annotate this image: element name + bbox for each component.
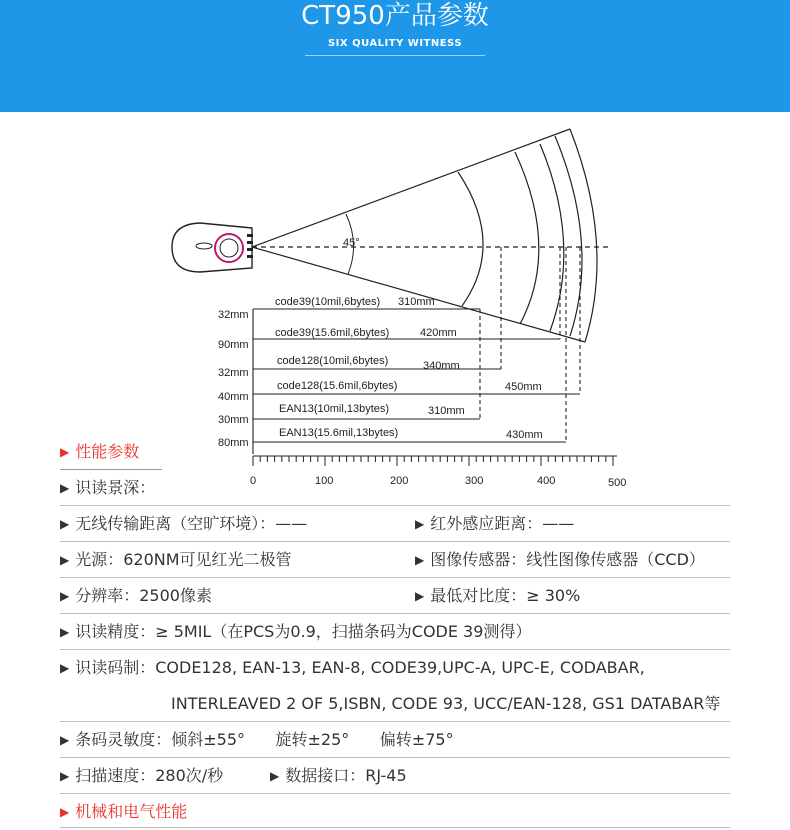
spec-precision (60, 614, 531, 650)
axis-label-400: 400 (537, 475, 556, 487)
axis-label-0: 0 (250, 475, 257, 487)
spec-sensitivity-label: 条码灵敏度：倾斜±55° 旋转±25° 偏转±75° (75, 730, 454, 749)
spec-codes-line2: INTERLEAVED 2 OF 5,ISBN, CODE 93, UCC/EAN-128, GS1 DATABAR等 (171, 694, 721, 713)
angle-label: 45° (343, 237, 360, 249)
spec-light-label: 光源：620NM可见红光二极管 (75, 550, 292, 569)
section-performance (60, 434, 139, 470)
row-2-distance: 420mm (420, 327, 457, 339)
row-3-code: code128(10mil,6bytes) (277, 355, 389, 367)
row-4-code: code128(15.6mil,6bytes) (277, 380, 398, 392)
page-subtitle: SIX QUALITY WITNESS (327, 38, 463, 49)
spec-row-resolution-contrast (60, 578, 730, 614)
row-6-left-label: 80mm (218, 437, 249, 449)
arrow-icon: ▶ (60, 517, 70, 531)
arrow-icon: ▶ (60, 553, 70, 567)
row-5-left-label: 30mm (218, 414, 249, 426)
spec-row-wireless-ir (60, 506, 730, 542)
spec-precision-label: 识读精度：≥ 5MIL（在PCS为0.9，扫描条码为CODE 39测得） (75, 622, 532, 641)
row-1-distance: 310mm (398, 296, 435, 308)
row-4-distance: 450mm (505, 381, 542, 393)
row-2-left-label: 90mm (218, 339, 249, 351)
row-6-code: EAN13(15.6mil,13bytes) (279, 427, 399, 439)
scan-beam (252, 129, 610, 342)
spec-row-speed-interface (60, 758, 730, 794)
subtitle-underline (305, 55, 485, 56)
row-1-left-label: 32mm (218, 309, 249, 321)
row-3-left-label: 32mm (218, 367, 249, 379)
page-title: CT950产品参数 (301, 1, 489, 31)
spec-wireless-label: 无线传输距离（空旷环境）：—— (75, 514, 308, 533)
arrow-icon: ▶ (60, 661, 70, 675)
row-3-distance: 340mm (423, 360, 460, 372)
row-6-distance: 430mm (506, 429, 543, 441)
section-arrow-icon: ▶ (60, 805, 70, 819)
arrow-icon: ▶ (60, 769, 70, 783)
spec-codes-line1: 识读码制：CODE128, EAN-13, EAN-8, CODE39,UPC-A, UPC-E, CODABAR, (75, 658, 645, 677)
spec-speed-label: 扫描速度：280次/秒 (75, 766, 224, 785)
spec-ir-label: 红外感应距离：—— (430, 514, 575, 533)
row-5-distance: 310mm (428, 405, 465, 417)
arrow-icon: ▶ (270, 769, 280, 783)
spec-codes-continued (171, 686, 720, 722)
spec-contrast-label: 最低对比度：≥ 30% (430, 586, 581, 605)
arrow-icon: ▶ (60, 625, 70, 639)
section-performance-label: 性能参数 (75, 442, 140, 461)
scan-range-diagram (160, 124, 630, 494)
header-banner (0, 0, 790, 112)
arrow-icon: ▶ (60, 481, 70, 495)
axis-label-100: 100 (315, 475, 334, 487)
spec-resolution-label: 分辨率：2500像素 (75, 586, 212, 605)
row-4-left-label: 40mm (218, 391, 249, 403)
arrow-icon: ▶ (415, 517, 425, 531)
section-arrow-icon: ▶ (60, 445, 70, 459)
axis-label-300: 300 (465, 475, 484, 487)
distance-ruler (253, 456, 617, 466)
spec-codes (60, 650, 645, 686)
scanner-icon (172, 223, 253, 272)
arrow-icon: ▶ (415, 589, 425, 603)
spec-sensitivity (60, 722, 454, 758)
section-mechanical-label: 机械和电气性能 (75, 802, 188, 821)
row-5-code: EAN13(10mil,13bytes) (279, 403, 390, 415)
arrow-icon: ▶ (60, 589, 70, 603)
spec-interface-label: 数据接口：RJ-45 (285, 766, 407, 785)
spec-row-light-sensor (60, 542, 730, 578)
distance-rows (253, 247, 580, 454)
arrow-icon: ▶ (415, 553, 425, 567)
spec-sensor-label: 图像传感器：线性图像传感器（CCD） (430, 550, 705, 569)
axis-label-200: 200 (390, 475, 409, 487)
spec-reading-depth-label: 识读景深： (75, 478, 156, 497)
spec-reading-depth (60, 470, 155, 506)
section-mechanical (60, 794, 187, 830)
row-2-code: code39(15.6mil,6bytes) (275, 327, 390, 339)
axis-label-500: 500 (608, 477, 627, 489)
row-1-code: code39(10mil,6bytes) (275, 296, 381, 308)
arrow-icon: ▶ (60, 733, 70, 747)
